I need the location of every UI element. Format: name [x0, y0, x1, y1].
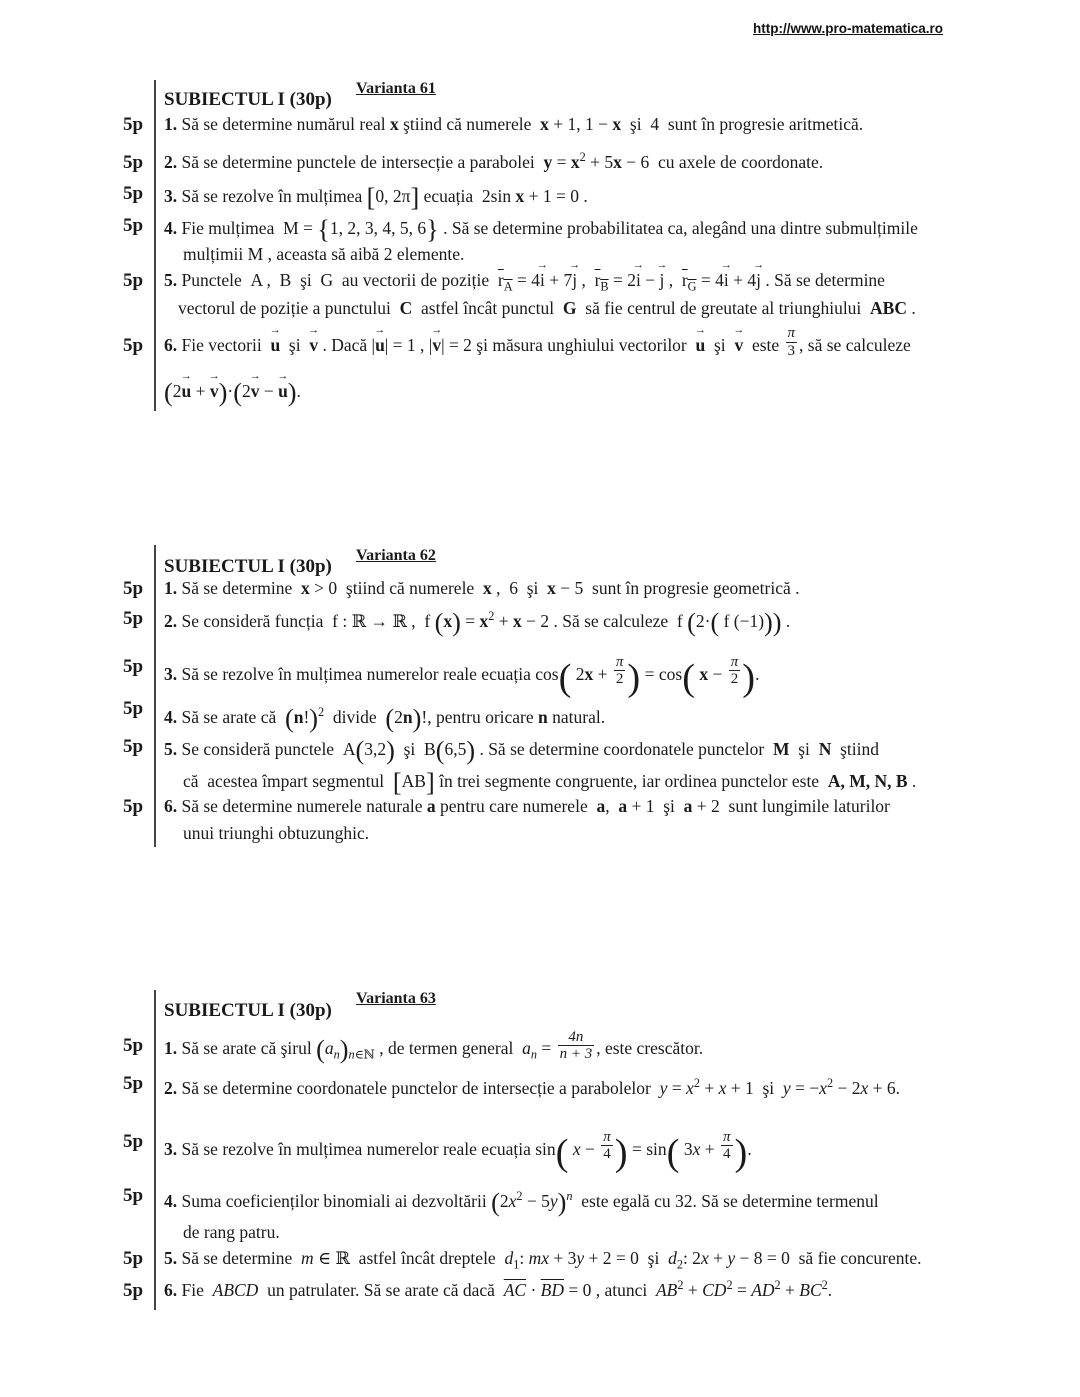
- problem-expression: (2→ u + → v)·(2→ v − → u).: [164, 378, 301, 408]
- problem-text-cont: mulțimii M , aceasta să aibă 2 elemente.: [183, 244, 465, 264]
- problem-text: 4. Să se arate că $(n!)^2$ divide (2n)!, pentru oricare n natural.: [164, 704, 606, 733]
- vertical-rule: [154, 80, 156, 411]
- points-label: 5p: [123, 698, 144, 719]
- problem-text-cont: de rang patru.: [183, 1222, 280, 1242]
- problem-text: 6. Să se determine numerele naturale a pentru care numerele a, a + 1 şi a + 2 sunt lungimile laturilor: [164, 796, 890, 816]
- variant-title: Varianta 61: [356, 80, 436, 97]
- problem-text-cont: că acestea împart segmentul [AB] în trei segmente congruente, iar ordinea punctelor este A, M, N, B .: [183, 768, 917, 797]
- problem-text: 1. Să se determine x > 0 ştiind că numerele x , 6 şi x − 5 sunt în progresie geometrică .: [164, 578, 800, 598]
- problem-text-cont: unui triunghi obtuzunghic.: [183, 823, 370, 843]
- problem-text: 4. Suma coeficienților binomiali ai dezvoltării $(2x^2 - 5y)^n$ este egală cu 32. Să se determine termenul: [164, 1188, 879, 1217]
- points-label: 5p: [123, 1131, 144, 1152]
- problem-text: 5. Punctele A , B şi G au vectorii de poziție $r_A = 4\to i + 7\to j$ , $r_B = 2\to i$ − → j , $r_G = 4\to i + 4\to j$ . Să se determine: [164, 270, 885, 291]
- points-label: 5p: [123, 1248, 144, 1269]
- subject-title: SUBIECTUL I (30p): [164, 1000, 332, 1021]
- points-label: 5p: [123, 796, 144, 817]
- vertical-rule: [154, 990, 156, 1310]
- problem-text: 6. Fie ABCD un patrulater. Să se arate că dacă $\overline{AC} \cdot \overline{BD} = 0$ , atunci $AB^2 + CD^2 = AD^2 + BC^2$.: [164, 1278, 833, 1300]
- subject-title: SUBIECTUL I (30p): [164, 556, 332, 577]
- points-label: 5p: [123, 114, 144, 135]
- points-label: 5p: [123, 152, 144, 173]
- points-label: 5p: [123, 1280, 144, 1301]
- points-label: 5p: [123, 608, 144, 629]
- points-label: 5p: [123, 335, 144, 356]
- problem-text-cont: vectorul de poziție a punctului C astfel încât punctul G să fie centrul de greutate al triunghiului ABC .: [178, 298, 916, 318]
- problem-text: 6. Fie vectorii → u şi → v . Dacă |→ u| = 1 , |→ v| = 2 şi măsura unghiului vectorilor → u şi → v este $\frac{\pi}{3}$ , să se calculeze: [164, 335, 911, 359]
- points-label: 5p: [123, 183, 144, 204]
- variant-title: Varianta 62: [356, 547, 436, 564]
- site-link[interactable]: http://www.pro-matematica.ro: [753, 21, 944, 36]
- problem-text: 5. Se consideră punctele A(3,2) şi B(6,5) . Să se determine coordonatele punctelor M şi N ştiind: [164, 736, 879, 765]
- vertical-rule: [154, 545, 156, 847]
- points-label: 5p: [123, 578, 144, 599]
- problem-text: 5. Să se determine m ∈ ℝ astfel încât dreptele $d_1$: mx + 3y + 2 = 0 şi $d_2$: 2x + y − 8 = 0 să fie concurente.: [164, 1248, 922, 1272]
- points-label: 5p: [123, 1035, 144, 1056]
- problem-text: 2. Să se determine coordonatele punctelor de intersecție a parabolelor $y = x^2 + x + 1$ şi $y = -x^2 - 2x + 6$.: [164, 1076, 900, 1098]
- points-label: 5p: [123, 215, 144, 236]
- points-label: 5p: [123, 736, 144, 757]
- problem-text: 3. Să se rezolve în mulțimea numerelor reale ecuația cos( 2x + $\frac{\pi}{2}$ ) = cos( x − $\frac{\pi}{2}$ ).: [164, 653, 760, 699]
- points-label: 5p: [123, 1185, 144, 1206]
- problem-text: 1. Să se arate că şirul $(a_n)_{n\in ℕ}$ , de termen general $a_n$ = $\frac{4n}{n + 3}$ , este crescător.: [164, 1028, 704, 1064]
- problem-text: 3. Să se rezolve în mulțimea [0, 2π] ecuația 2sin x + 1 = 0 .: [164, 183, 588, 212]
- problem-text: 3. Să se rezolve în mulțimea numerelor reale ecuația sin( x − $\frac{\pi}{4}$ ) = sin( 3x + $\frac{\pi}{4}$ ).: [164, 1128, 752, 1174]
- problem-text: 4. Fie mulțimea M = {1, 2, 3, 4, 5, 6} . Să se determine probabilitatea ca, alegând una dintre submulțimile: [164, 215, 918, 244]
- problem-text: 2. Să se determine punctele de intersecție a parabolei $y = x^2 + 5x - 6$ cu axele de coordonate.: [164, 150, 824, 172]
- problem-text: 2. Se consideră funcția f : ℝ → ℝ , f $(x) = x^2 + x - 2$ . Să se calculeze f (2·( f (−1))) .: [164, 608, 791, 637]
- points-label: 5p: [123, 270, 144, 291]
- variant-title: Varianta 63: [356, 990, 436, 1007]
- subject-title: SUBIECTUL I (30p): [164, 89, 332, 110]
- points-label: 5p: [123, 1073, 144, 1094]
- problem-text: 1. Să se determine numărul real x ştiind că numerele x + 1, 1 − x şi 4 sunt în progresie aritmetică.: [164, 114, 864, 134]
- points-label: 5p: [123, 656, 144, 677]
